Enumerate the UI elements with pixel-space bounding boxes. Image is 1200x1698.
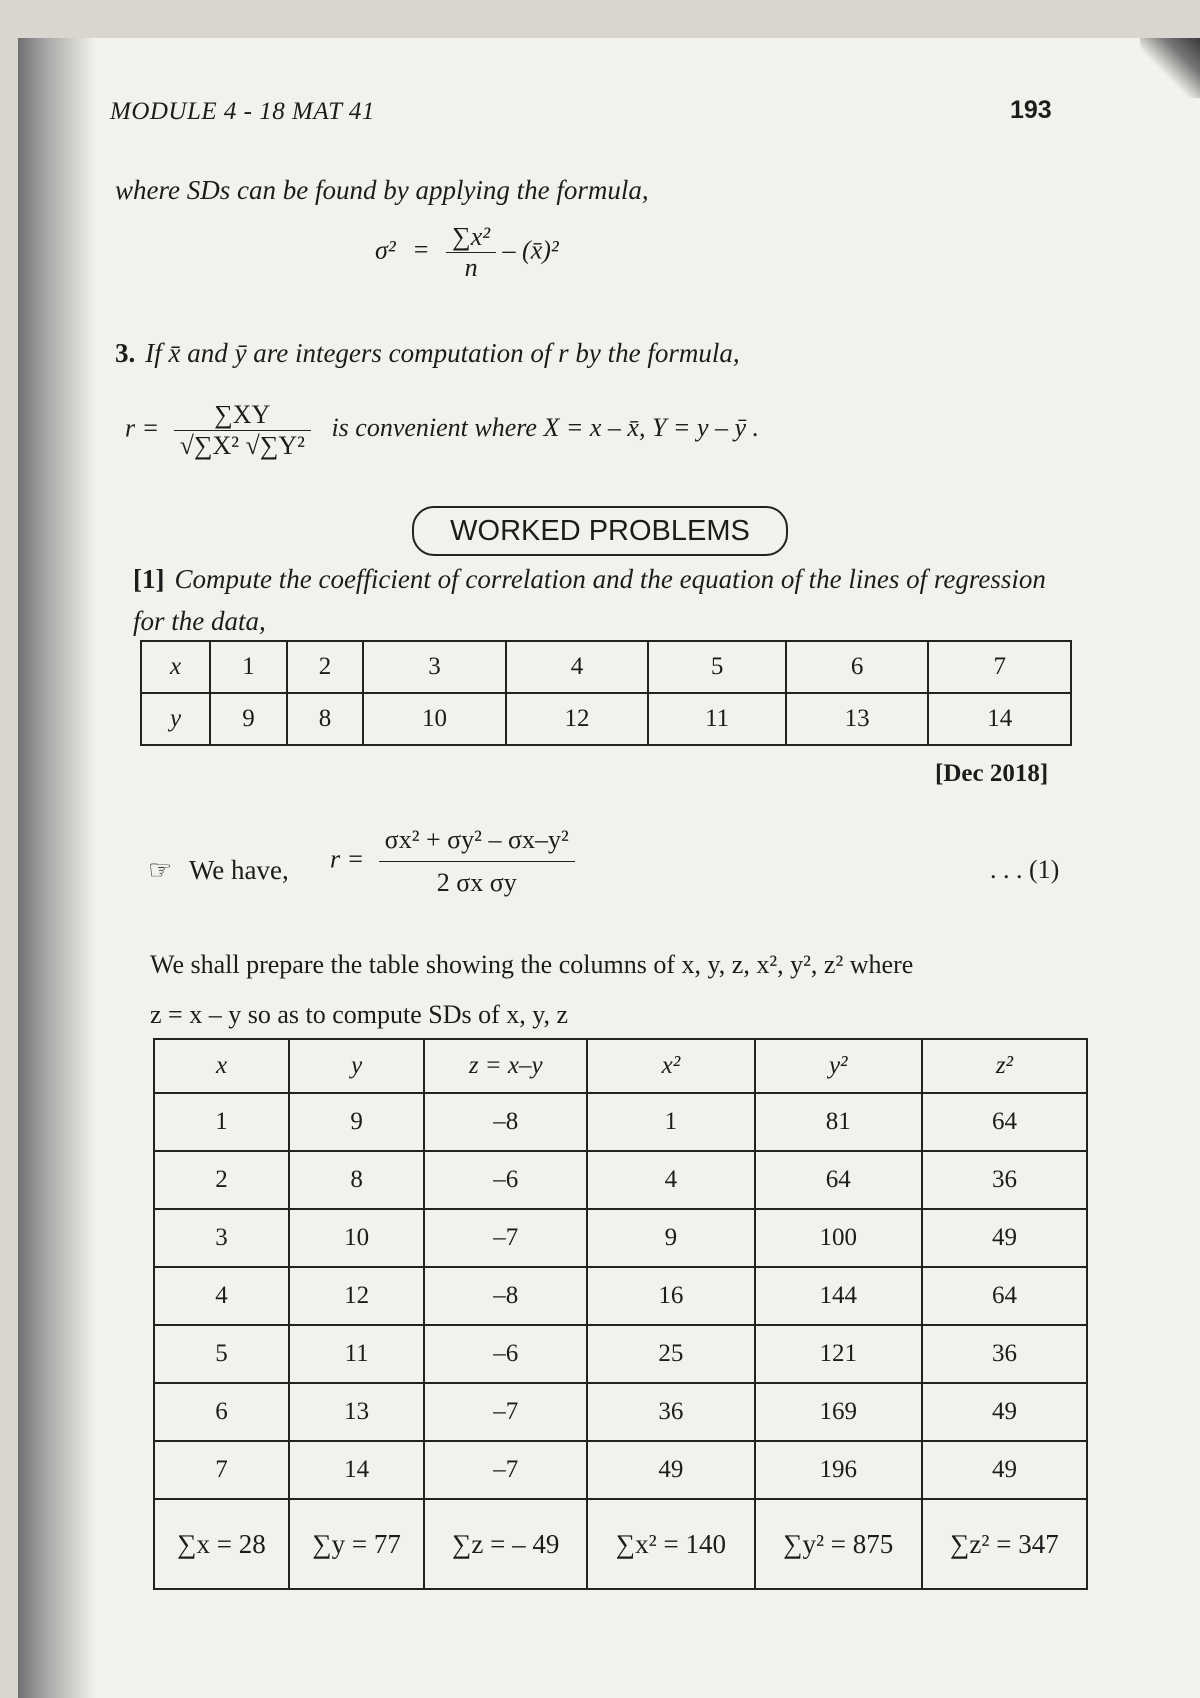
y-row — [141, 693, 1071, 745]
y-cell: 11 — [648, 693, 786, 745]
table-cell: 36 — [922, 1151, 1087, 1209]
table-cell: 1 — [587, 1093, 754, 1151]
table-header-row — [154, 1039, 1087, 1093]
sum-row — [154, 1499, 1087, 1589]
y-cell: 9 — [210, 693, 287, 745]
correlation-formula-numerator: σx² + σy² – σx–y² — [379, 825, 575, 862]
table-cell: –6 — [424, 1151, 587, 1209]
table-row — [154, 1209, 1087, 1267]
item-3-text: If x̄ and ȳ are integers computation of r by the formula, — [145, 338, 740, 368]
table-cell: 64 — [755, 1151, 922, 1209]
table-cell: 1 — [154, 1093, 289, 1151]
table-cell: 144 — [755, 1267, 922, 1325]
y-cell: 8 — [287, 693, 364, 745]
table-cell: 64 — [922, 1093, 1087, 1151]
table-cell: 196 — [755, 1441, 922, 1499]
exam-source: [Dec 2018] — [935, 760, 1049, 787]
x-cell: 2 — [287, 641, 364, 693]
table-cell: 100 — [755, 1209, 922, 1267]
sum-cell: ∑y² = 875 — [755, 1499, 922, 1589]
we-have-label: We have, — [188, 855, 289, 885]
correlation-formula-lhs: r = — [330, 844, 365, 874]
sd-formula — [375, 222, 559, 283]
x-cell: 3 — [363, 641, 506, 693]
r-formula-lhs: r = — [125, 413, 160, 443]
table-cell: 8 — [289, 1151, 424, 1209]
table-cell: 64 — [922, 1267, 1087, 1325]
sum-cell: ∑z² = 347 — [922, 1499, 1087, 1589]
sd-formula-lhs: σ² — [375, 235, 396, 265]
table-cell: 4 — [154, 1267, 289, 1325]
y-cell: 12 — [506, 693, 649, 745]
sum-cell: ∑x² = 140 — [587, 1499, 754, 1589]
table-cell: 12 — [289, 1267, 424, 1325]
table-cell: 2 — [154, 1151, 289, 1209]
problem-1-text: Compute the coefficient of correlation and the equation of the lines of regression for the data, — [133, 564, 1046, 636]
table-cell: –8 — [424, 1093, 587, 1151]
table-explanation — [150, 940, 1080, 1040]
y-row-label: y — [141, 693, 210, 745]
table-row — [154, 1383, 1087, 1441]
table-cell: 13 — [289, 1383, 424, 1441]
sum-cell: ∑x = 28 — [154, 1499, 289, 1589]
r-formula-denominator: √∑X² √∑Y² — [179, 431, 305, 460]
sd-formula-tail: – (x̄)² — [502, 235, 559, 265]
table-cell: 9 — [587, 1209, 754, 1267]
table-cell: –6 — [424, 1325, 587, 1383]
table-row — [154, 1325, 1087, 1383]
table-cell: 5 — [154, 1325, 289, 1383]
module-header: MODULE 4 - 18 MAT 41 — [110, 98, 375, 125]
sd-formula-fraction — [446, 222, 496, 283]
table-cell: 36 — [587, 1383, 754, 1441]
table-cell: 81 — [755, 1093, 922, 1151]
correlation-formula-fraction — [379, 825, 575, 898]
table-cell: –7 — [424, 1209, 587, 1267]
x-cell: 1 — [210, 641, 287, 693]
item-3-number: 3. — [115, 338, 136, 368]
table-row — [154, 1093, 1087, 1151]
x-cell: 7 — [928, 641, 1071, 693]
equation-number: . . . (1) — [990, 855, 1060, 884]
column-header: x — [154, 1039, 289, 1093]
r-formula-fraction — [174, 400, 311, 461]
r-formula-numerator: ∑XY — [174, 400, 311, 431]
sd-formula-denominator: n — [464, 253, 478, 282]
column-header: y² — [755, 1039, 922, 1093]
table-explanation-line-2: z = x – y so as to compute SDs of x, y, z — [150, 1000, 569, 1029]
r-formula-trailing: is convenient where X = x – x̄, Y = y – ȳ . — [331, 413, 760, 443]
worked-problems-heading: WORKED PROBLEMS — [412, 506, 788, 556]
item-3 — [115, 338, 740, 369]
x-cell: 4 — [506, 641, 649, 693]
table-cell: 49 — [587, 1441, 754, 1499]
table-cell: 9 — [289, 1093, 424, 1151]
table-row — [154, 1151, 1087, 1209]
binding-shadow — [18, 38, 96, 1698]
table-cell: 14 — [289, 1441, 424, 1499]
table-cell: –7 — [424, 1441, 587, 1499]
column-header: x² — [587, 1039, 754, 1093]
x-row — [141, 641, 1071, 693]
table-cell: 3 — [154, 1209, 289, 1267]
sum-cell: ∑y = 77 — [289, 1499, 424, 1589]
table-cell: 36 — [922, 1325, 1087, 1383]
table-cell: 11 — [289, 1325, 424, 1383]
sd-formula-equals: = — [412, 235, 430, 265]
table-row — [154, 1267, 1087, 1325]
correlation-formula — [330, 825, 575, 898]
table-explanation-line-1: We shall prepare the table showing the columns of x, y, z, x², y², z² where — [150, 950, 914, 979]
problem-1-number: [1] — [133, 564, 165, 594]
table-cell: –8 — [424, 1267, 587, 1325]
pointing-hand-icon: ☞ — [148, 855, 173, 885]
page-corner-shadow — [1140, 38, 1200, 98]
sd-sentence: where SDs can be found by applying the formula, — [115, 175, 649, 205]
sum-cell: ∑z = – 49 — [424, 1499, 587, 1589]
correlation-formula-denominator: 2 σx σy — [436, 868, 517, 897]
table-cell: 169 — [755, 1383, 922, 1441]
table-cell: 25 — [587, 1325, 754, 1383]
data-table — [140, 640, 1072, 746]
table-cell: 49 — [922, 1441, 1087, 1499]
table-cell: 6 — [154, 1383, 289, 1441]
x-cell: 5 — [648, 641, 786, 693]
table-cell: 7 — [154, 1441, 289, 1499]
column-header: y — [289, 1039, 424, 1093]
problem-1-statement — [133, 558, 1073, 642]
column-header: z² — [922, 1039, 1087, 1093]
table-row — [154, 1441, 1087, 1499]
y-cell: 10 — [363, 693, 506, 745]
table-cell: 10 — [289, 1209, 424, 1267]
x-row-label: x — [141, 641, 210, 693]
table-cell: 49 — [922, 1383, 1087, 1441]
table-cell: 49 — [922, 1209, 1087, 1267]
column-header: z = x–y — [424, 1039, 587, 1093]
table-cell: 16 — [587, 1267, 754, 1325]
computation-table — [153, 1038, 1088, 1590]
table-cell: 121 — [755, 1325, 922, 1383]
r-formula — [125, 400, 759, 461]
x-cell: 6 — [786, 641, 929, 693]
table-cell: 4 — [587, 1151, 754, 1209]
table-cell: –7 — [424, 1383, 587, 1441]
page-number: 193 — [1010, 96, 1052, 124]
solution-intro — [148, 855, 289, 886]
sd-formula-numerator: ∑x² — [446, 222, 496, 253]
y-cell: 14 — [928, 693, 1071, 745]
y-cell: 13 — [786, 693, 929, 745]
